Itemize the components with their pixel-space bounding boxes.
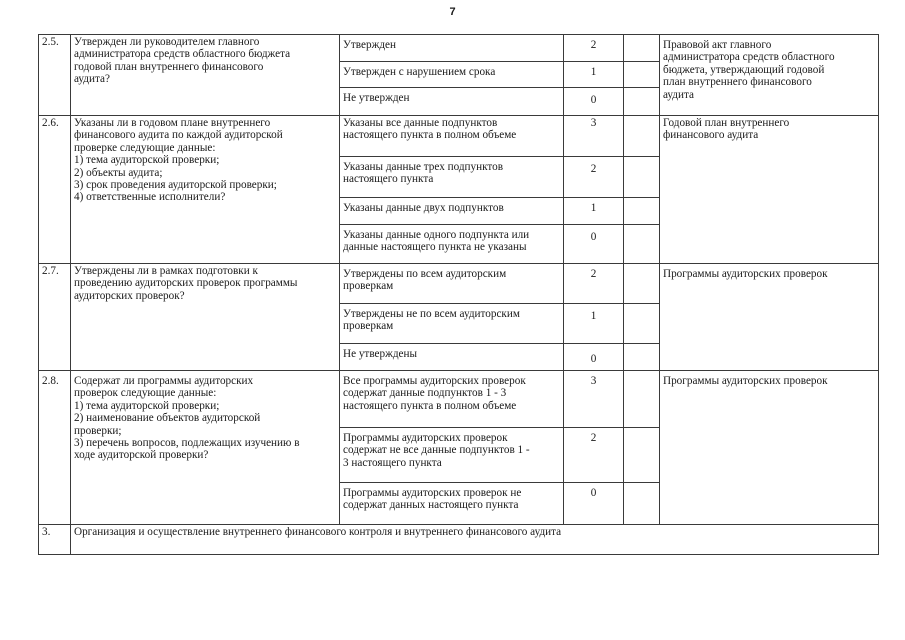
question-cell: Утвержден ли руководителем главного администратора средств областного бюджета годовой план внутреннего финансового аудита? — [71, 35, 340, 116]
score-cell: 2 — [564, 264, 624, 304]
empty-cell — [624, 225, 660, 264]
table-row — [39, 35, 879, 62]
empty-cell — [624, 35, 660, 62]
answer-cell: Программы аудиторских проверок содержат не все данные подпунктов 1 - 3 настоящего пункта — [340, 428, 564, 483]
question-cell: Утверждены ли в рамках подготовки к проведению аудиторских проверок программы аудиторских проверок? — [71, 264, 340, 371]
audit-criteria-table — [38, 34, 879, 555]
answer-cell: Указаны все данные подпунктов настоящего пункта в полном объеме — [340, 116, 564, 157]
score-cell: 0 — [564, 344, 624, 371]
empty-cell — [624, 88, 660, 116]
score-cell: 0 — [564, 88, 624, 116]
score-cell: 3 — [564, 116, 624, 157]
section-row — [39, 525, 879, 555]
item-number: 2.7. — [39, 264, 71, 371]
empty-cell — [624, 371, 660, 428]
item-number: 2.6. — [39, 116, 71, 264]
answer-cell: Утвержден — [340, 35, 564, 62]
section-number: 3. — [39, 525, 71, 555]
answer-cell: Утверждены по всем аудиторским проверкам — [340, 264, 564, 304]
score-cell: 1 — [564, 304, 624, 344]
empty-cell — [624, 304, 660, 344]
document-cell: Программы аудиторских проверок — [660, 371, 879, 525]
table-row — [39, 116, 879, 157]
empty-cell — [624, 344, 660, 371]
score-cell: 1 — [564, 198, 624, 225]
answer-cell: Не утверждены — [340, 344, 564, 371]
answer-cell: Указаны данные одного подпункта или данные настоящего пункта не указаны — [340, 225, 564, 264]
table-row — [39, 371, 879, 428]
document-cell: Программы аудиторских проверок — [660, 264, 879, 371]
document-cell: Правовой акт главного администратора средств областного бюджета, утверждающий годовой план внутреннего финансового аудита — [660, 35, 879, 116]
empty-cell — [624, 116, 660, 157]
answer-cell: Утверждены не по всем аудиторским проверкам — [340, 304, 564, 344]
item-number: 2.8. — [39, 371, 71, 525]
score-cell: 2 — [564, 157, 624, 198]
section-title: Организация и осуществление внутреннего финансового контроля и внутреннего финансового аудита — [71, 525, 879, 555]
empty-cell — [624, 264, 660, 304]
empty-cell — [624, 62, 660, 88]
empty-cell — [624, 157, 660, 198]
document-cell: Годовой план внутреннего финансового аудита — [660, 116, 879, 264]
answer-cell: Программы аудиторских проверок не содержат данных настоящего пункта — [340, 483, 564, 525]
score-cell: 3 — [564, 371, 624, 428]
answer-cell: Не утвержден — [340, 88, 564, 116]
score-cell: 0 — [564, 225, 624, 264]
answer-cell: Утвержден с нарушением срока — [340, 62, 564, 88]
item-number: 2.5. — [39, 35, 71, 116]
empty-cell — [624, 483, 660, 525]
answer-cell: Указаны данные двух подпунктов — [340, 198, 564, 225]
question-cell: Содержат ли программы аудиторских проверок следующие данные: 1) тема аудиторской проверки; 2) наименование объектов аудиторской проверки; 3) перечень вопросов, подлежащих изучению в ходе аудиторской проверки? — [71, 371, 340, 525]
answer-cell: Указаны данные трех подпунктов настоящего пункта — [340, 157, 564, 198]
table-row — [39, 264, 879, 304]
empty-cell — [624, 428, 660, 483]
page-number: 7 — [449, 6, 456, 18]
answer-cell: Все программы аудиторских проверок содержат данные подпунктов 1 - 3 настоящего пункта в полном объеме — [340, 371, 564, 428]
score-cell: 1 — [564, 62, 624, 88]
score-cell: 2 — [564, 35, 624, 62]
score-cell: 0 — [564, 483, 624, 525]
question-cell: Указаны ли в годовом плане внутреннего финансового аудита по каждой аудиторской проверке следующие данные: 1) тема аудиторской проверки; 2) объекты аудита; 3) срок проведения аудиторской проверки; 4) ответственные исполнители? — [71, 116, 340, 264]
score-cell: 2 — [564, 428, 624, 483]
empty-cell — [624, 198, 660, 225]
